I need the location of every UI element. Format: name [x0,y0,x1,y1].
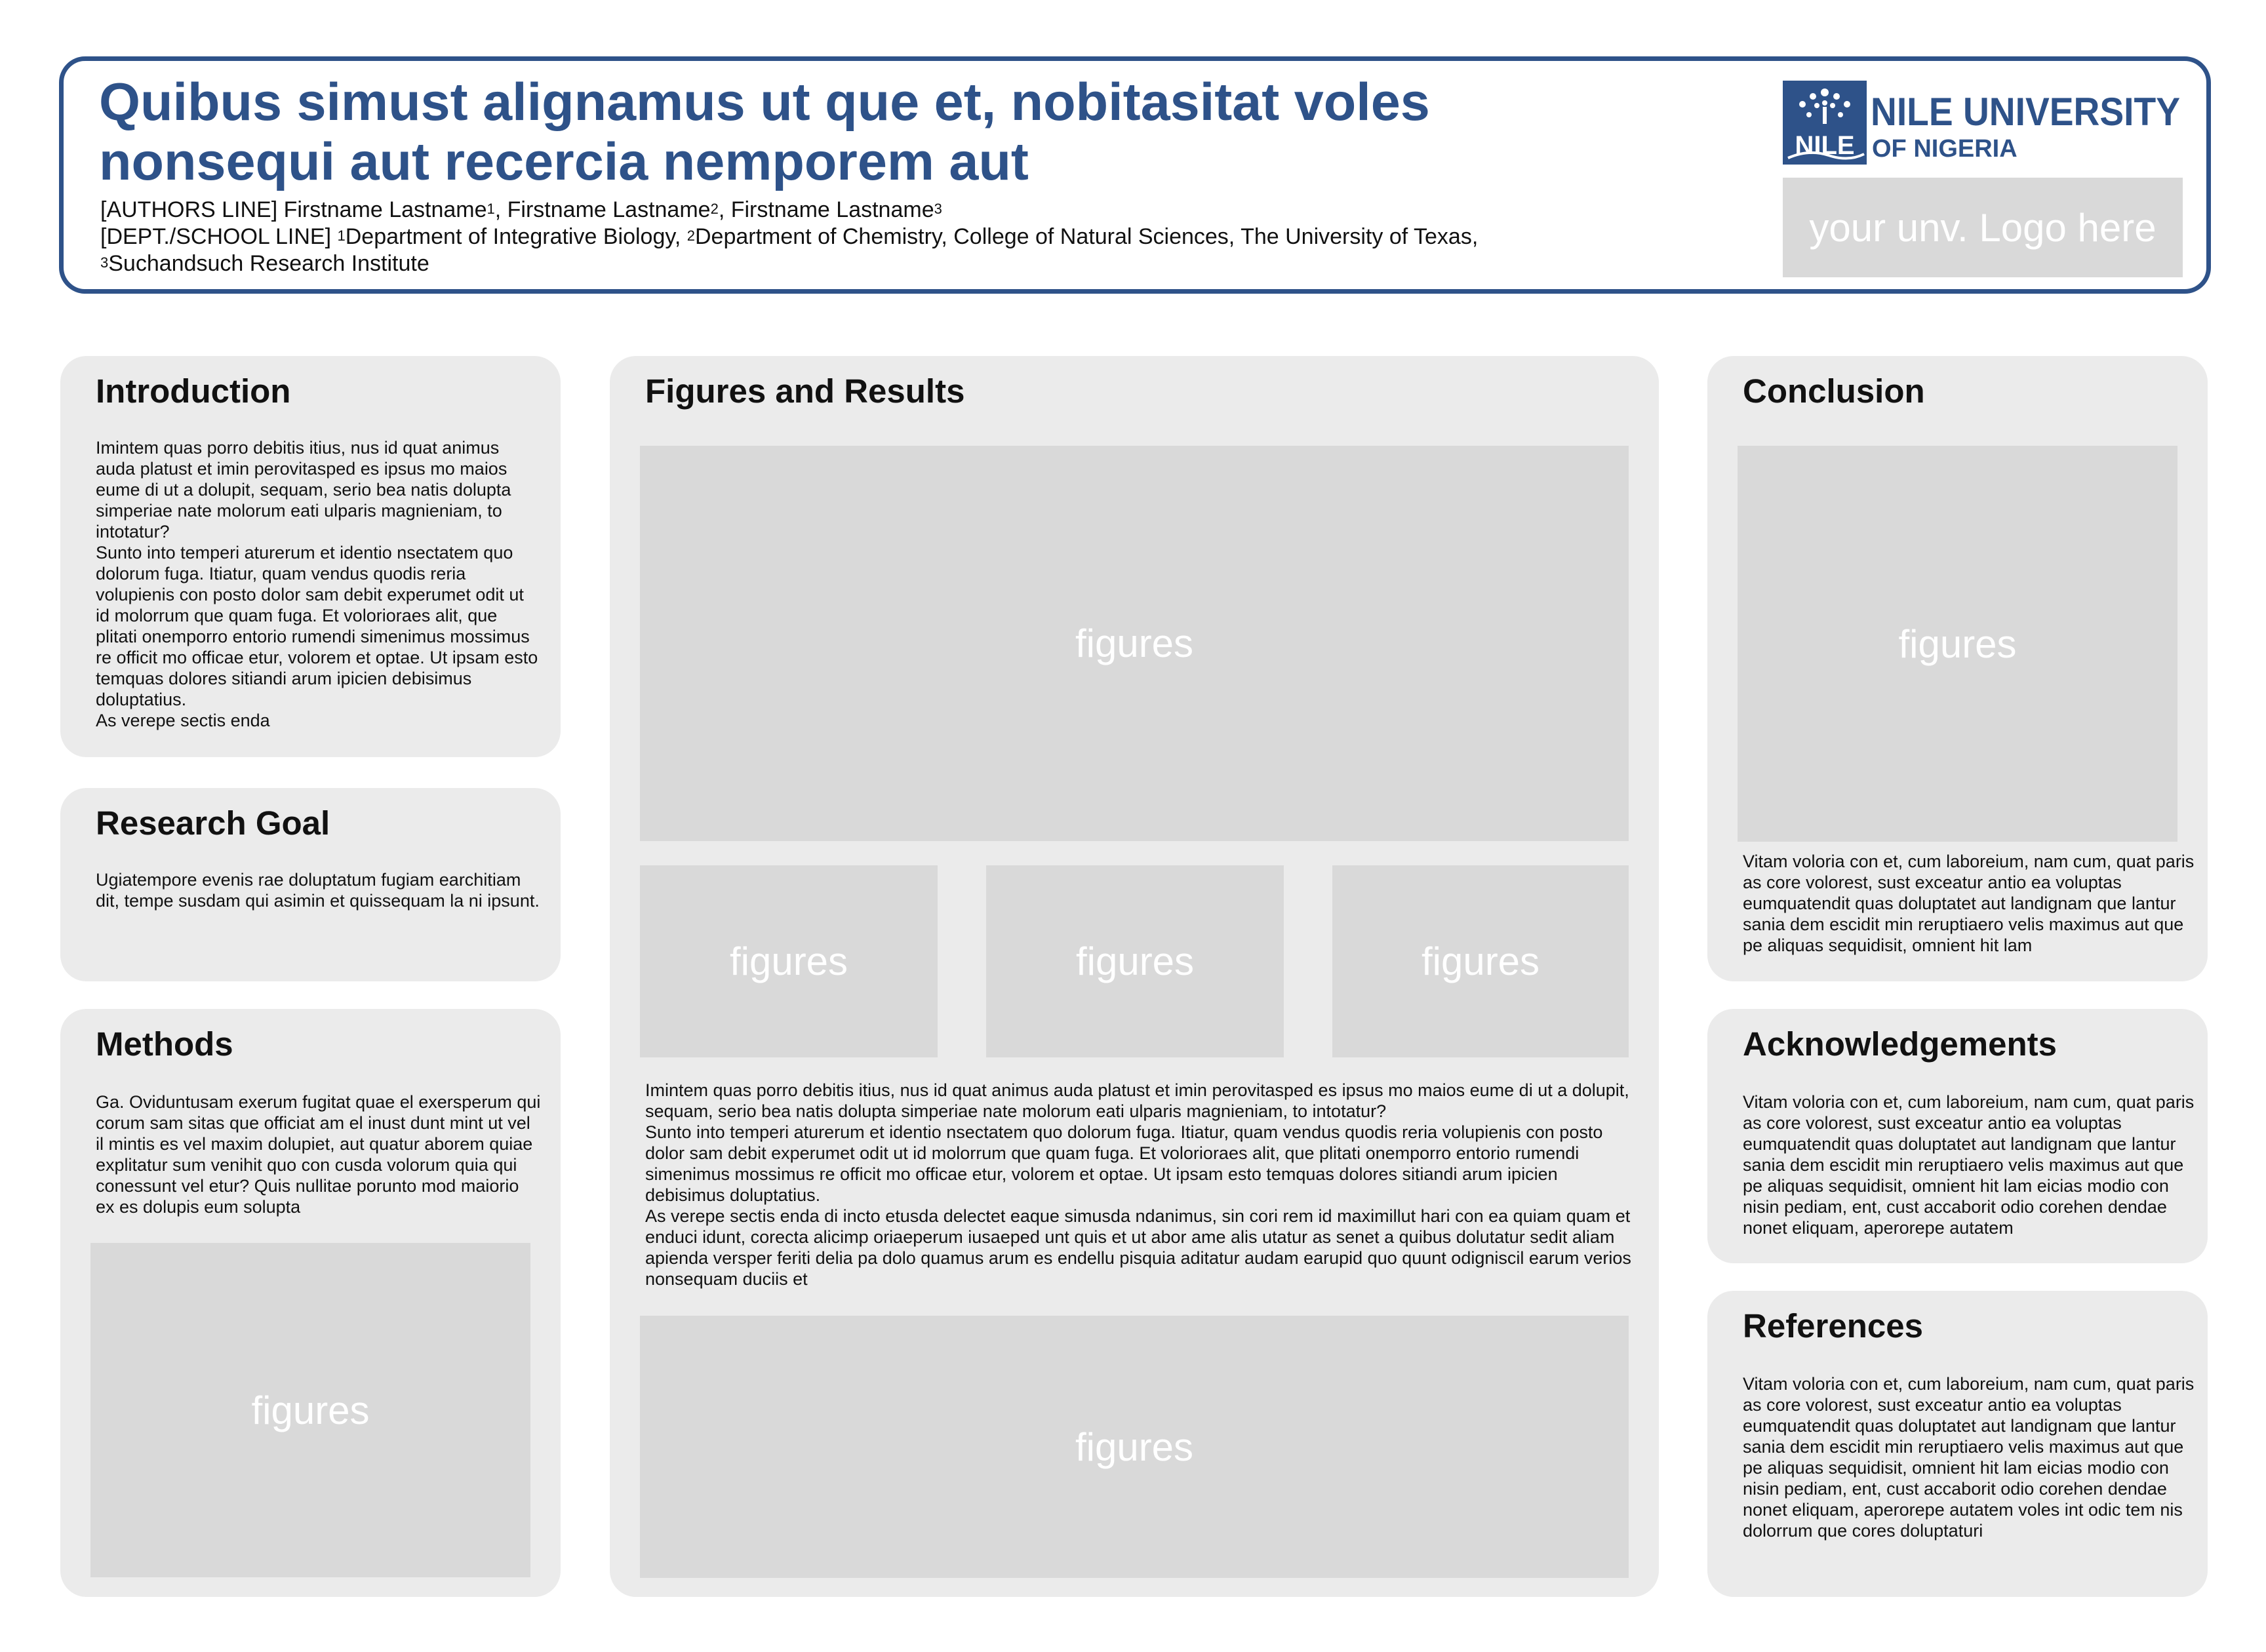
conclusion-text: Vitam voloria con et, cum laboreium, nam cum, quat paris as core volorest, sust exceatur antio ea voluptas eumquatendit quas doluptatet aut landignam que lantur sania dem escidit min reruptiaero velis maximus aut que pe aliquas sequidisit, omnient hit lam [1743,852,2195,955]
introduction-paragraph: Imintem quas porro debitis itius, nus id quat animus auda platust et imin perovitasped es ipsus mo maios eume di ut a dolupit, sequam, serio bea natis dolupta simperiae nate molorum eati ulparis magnieniam, to intotatur? [96,438,511,541]
dept-3-marker: 3 [100,254,109,271]
small-figure-placeholder-2: figures [986,865,1284,1057]
dept-1-marker: 1 [337,227,346,244]
dept-2: Department of Chemistry, College of Natural Sciences, The University of Texas, [694,224,1479,249]
dept-2-marker: 2 [686,227,695,244]
references-heading: References [1743,1307,1923,1345]
figures-results-heading: Figures and Results [645,372,965,410]
poster-header [59,56,2211,294]
logo-country-name: OF NIGERIA [1872,135,2018,163]
conclusion-figure-placeholder: figures [1738,446,2177,842]
author-1: [AUTHORS LINE] Firstname Lastname [100,197,487,222]
methods-panel [60,1009,561,1597]
research-goal-heading: Research Goal [96,804,330,842]
dept-prefix: [DEPT./SCHOOL LINE] [100,224,338,249]
small-figure-placeholder-1: figures [640,865,938,1057]
results-paragraph: Sunto into temperi aturerum et identio nsectatem quo dolorum fuga. Itiatur, quam vendus quodis reria volupienis con posto dolor sam debit experumet odit ut id molorrum que quam fuga. Et volorioraes alit, que plitati onemporro entorio rumendi simenimus mossimus re officit mo officae etur, volorem et optae. Ut ipsam esto temquas dolores sitiandi arum ipicien debisimus doluptatius. [645,1122,1603,1205]
authors-line [100,197,1490,224]
results-paragraph: As verepe sectis enda di incto etusda delectet eaque simusda ndanimus, sin cori rem id maximillut hari con ea quiam quam et enduci idunt, corecta alicimp oriaeperum iusaeped unt quis et ut abor ame alis utatur as senet a quibus dolutatur sedit aliam apienda versper feriti delia pa dolo quamus arum es endellu pisquia aditatur audam earupid quo quunt odigniscil earum verios nonsequam duciis et [645,1206,1631,1289]
references-panel [1707,1291,2208,1597]
logo-university-name: NILE UNIVERSITY [1871,90,2180,134]
introduction-paragraph: As verepe sectis enda [96,711,270,730]
conclusion-heading: Conclusion [1743,372,1925,410]
conclusion-panel [1707,356,2208,981]
bottom-figure-placeholder: figures [640,1316,1629,1578]
introduction-paragraph: Sunto into temperi aturerum et identio nsectatem quo dolorum fuga. Itiatur, quam vendus quodis reria volupienis con posto dolor sam debit experumet odit ut id molorrum que quam fuga. Et volorioraes alit, que plitati onemporro entorio rumendi simenimus mossimus re officit mo officae etur, volorem et optae. Ut ipsam esto temquas dolores sitiandi arum ipicien debisimus doluptatius. [96,543,538,709]
author-3: , Firstname Lastname [718,197,934,222]
author-block [100,197,1490,277]
acknowledgements-heading: Acknowledgements [1743,1025,2057,1063]
introduction-panel [60,356,561,757]
introduction-heading: Introduction [96,372,291,410]
dept-1: Department of Integrative Biology, [345,224,687,249]
author-2-affil: 2 [710,201,719,217]
results-paragraph: Imintem quas porro debitis itius, nus id quat animus auda platust et imin perovitasped es ipsus mo maios eume di ut a dolupit, sequam, serio bea natis dolupta simperiae nate molorum eati ulparis magnieniam, to intotatur? [645,1080,1629,1121]
dept-3: Suchandsuch Research Institute [108,251,429,276]
methods-heading: Methods [96,1025,233,1063]
author-2: , Firstname Lastname [494,197,711,222]
poster-title [99,73,1489,192]
small-figure-placeholder-3: figures [1332,865,1629,1057]
title-line-2: nonsequi aut recercia nemporem aut [99,132,1029,191]
research-goal-panel [60,788,561,981]
main-figure-placeholder: figures [640,446,1629,841]
figures-results-panel [610,356,1659,1597]
research-goal-text: Ugiatempore evenis rae doluptatum fugiam earchitiam dit, tempe susdam qui asimin et quissequam la ni ipsunt. [96,870,540,911]
acknowledgements-text: Vitam voloria con et, cum laboreium, nam cum, quat paris as core volorest, sust exceatur antio ea voluptas eumquatendit quas doluptatet aut landignam que lantur sania dem escidit min reruptiaero velis maximus aut que pe aliquas sequidisit, omnient hit lam eicias modio con nisin pediam, ent, cust accaborit odio corehen dendae nonet eliquam, aperorepe autatem [1743,1092,2195,1238]
methods-figure-placeholder: figures [90,1243,530,1577]
methods-text: Ga. Oviduntusam exerum fugitat quae el exersperum qui corum sam sitas que officiat am el inust dunt mint ut vel il mintis es vel maxim dolupiet, aut quatur aborem quiae explitatur sum venihit quo con cusda volorum quia qui conessunt vel etur? Quis nullitae porunto mod maiorio ex es dolupis eum solupta [96,1092,541,1217]
references-text: Vitam voloria con et, cum laboreium, nam cum, quat paris as core volorest, sust exceatur antio ea voluptas eumquatendit quas doluptatet aut landignam que lantur sania dem escidit min reruptiaero velis maximus aut que pe aliquas sequidisit, omnient hit lam eicias modio con nisin pediam, ent, cust accaborit odio corehen dendae nonet eliquam, aperorepe autatem voles int odic tem nis dolorrum que cores doluptaturi [1743,1374,2195,1541]
logo-mark-text: NILE [1795,131,1855,160]
author-1-affil: 1 [487,201,495,217]
acknowledgements-panel [1707,1009,2208,1263]
title-line-1: Quibus simust alignamus ut que et, nobitasitat voles [99,73,1430,132]
author-3-affil: 3 [934,201,942,217]
nile-university-logo [1783,81,2183,166]
results-text [645,1080,1635,1289]
introduction-text [96,437,542,731]
dept-line [100,224,1490,277]
university-logo-placeholder: your unv. Logo here [1783,178,2183,277]
